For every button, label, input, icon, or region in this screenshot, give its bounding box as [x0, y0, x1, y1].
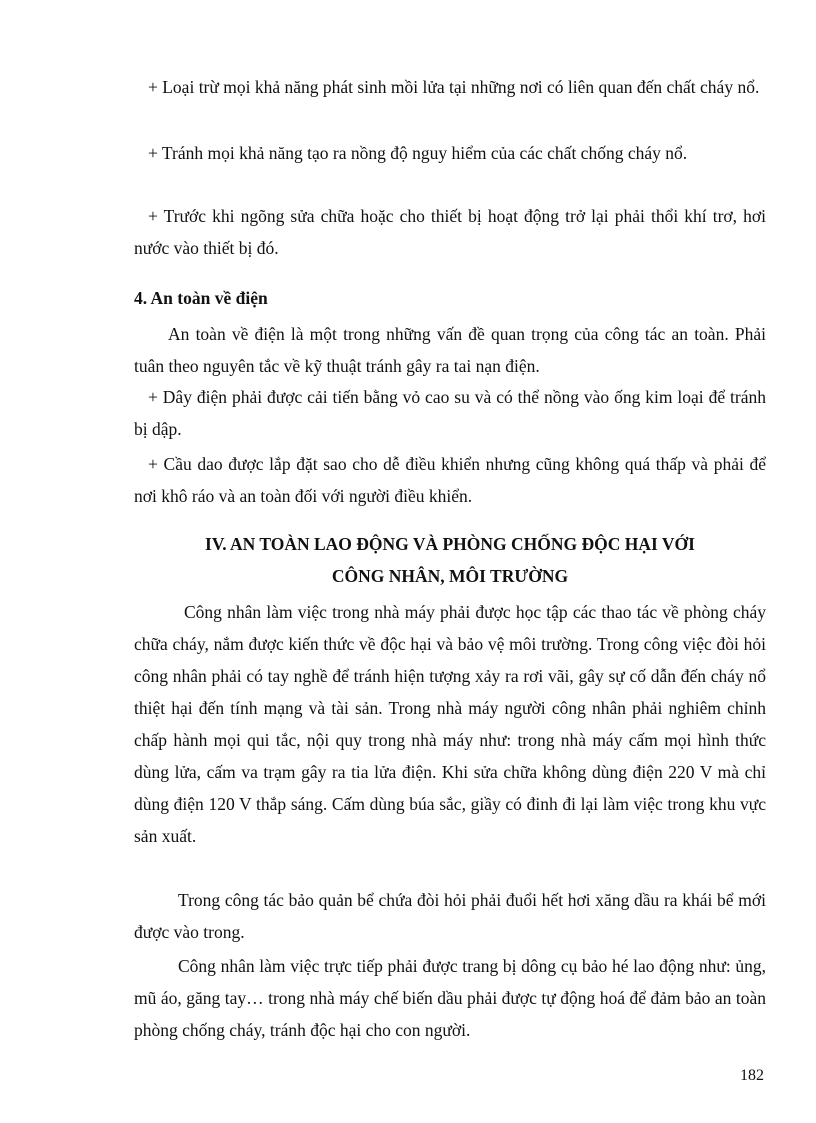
- bullet-paragraph: + Cầu dao được lắp đặt sao cho dễ điều khiển nhưng cũng không quá thấp và phải để nơi khô ráo và an toàn đối với người điều khiển.: [134, 454, 766, 506]
- body-paragraph: Công nhân làm việc trong nhà máy phải được học tập các thao tác về phòng cháy chữa cháy, nắm được kiến thức về độc hại và bảo vệ môi trường. Trong công việc đòi hỏi công nhân phải có tay nghề để tránh hiện tượng xảy ra rơi vãi, gây sự cố dẫn đến cháy nổ thiệt hại đến tính mạng và tài sản. Trong nhà máy người công nhân phải nghiêm chỉnh chấp hành mọi qui tắc, nội quy trong nhà máy như: trong nhà máy cấm mọi hình thức dùng lửa, cấm va trạm gây ra tia lửa điện. Khi sửa chữa không dùng điện 220 V mà chỉ dùng điện 120 V thắp sáng. Cấm dùng búa sắc, giầy có đinh đi lại làm việc trong khu vực sản xuất.: [134, 602, 766, 846]
- page-number: 182: [740, 1067, 764, 1084]
- bullet-paragraph: + Dây điện phải được cải tiến bằng vỏ cao su và có thể nồng vào ống kim loại để tránh bị dập.: [134, 387, 766, 439]
- chapter-title-line-1: IV. AN TOÀN LAO ĐỘNG VÀ PHÒNG CHỐNG ĐỘC HẠI VỚI: [205, 534, 695, 554]
- chapter-title-line-2: CÔNG NHÂN, MÔI TRƯỜNG: [331, 566, 569, 586]
- bullet-paragraph: + Trước khi ngõng sửa chữa hoặc cho thiết bị hoạt động trở lại phải thổi khí trơ, hơi nước vào thiết bị đó.: [134, 206, 766, 258]
- bullet-paragraph: + Loại trừ mọi khả năng phát sinh mồi lửa tại những nơi có liên quan đến chất cháy nổ.: [148, 77, 760, 97]
- section-heading: 4. An toàn về điện: [134, 288, 268, 308]
- body-paragraph: An toàn về điện là một trong những vấn đề quan trọng của công tác an toàn. Phải tuân theo nguyên tắc về kỹ thuật tránh gây ra tai nạn điện.: [134, 324, 766, 376]
- bullet-paragraph: + Tránh mọi khả năng tạo ra nồng độ nguy hiểm của các chất chống cháy nổ.: [148, 143, 688, 163]
- body-paragraph: Công nhân làm việc trực tiếp phải được trang bị dông cụ bảo hé lao động như: ủng, mũ áo, găng tay… trong nhà máy chế biến dầu phải được tự động hoá để đảm bảo an toàn phòng chống cháy, tránh độc hại cho con người.: [134, 956, 766, 1040]
- body-paragraph: Trong công tác bảo quản bể chứa đòi hỏi phải đuổi hết hơi xăng dầu ra khái bể mới được vào trong.: [134, 890, 766, 942]
